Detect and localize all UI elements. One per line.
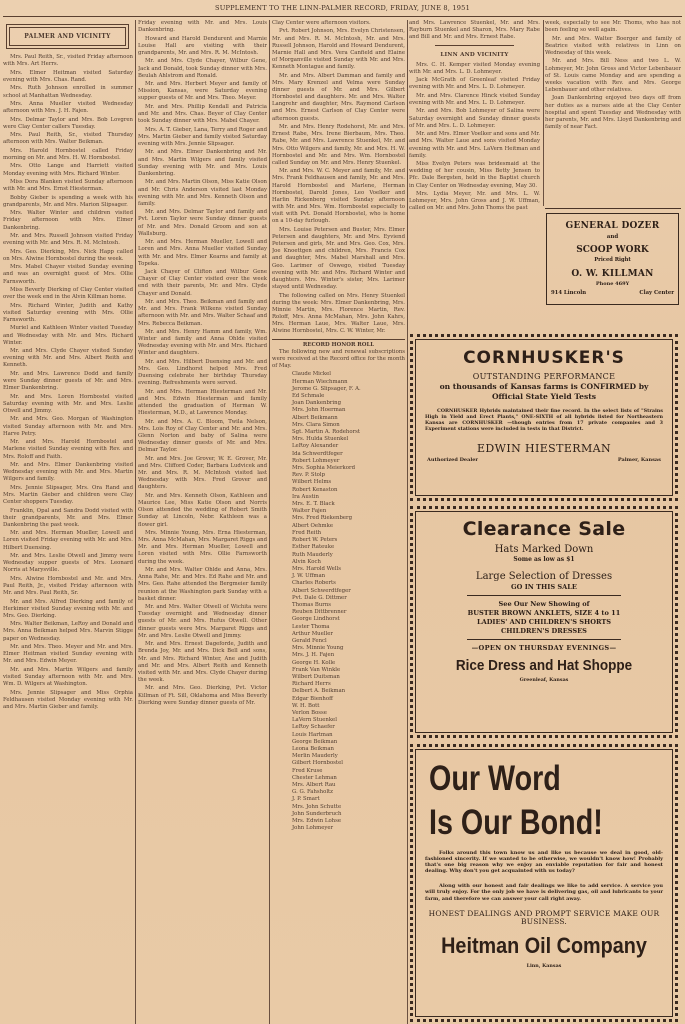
ad-text: GO IN THIS SALE xyxy=(511,583,577,591)
news-item: Mrs. A. T. Gieber, Lana, Terry and Roger and Mrs. Martin Gieber and family visited Saturday evening with Mrs. Jennie Slipsager. xyxy=(138,126,267,147)
ad-text: BUSTER BROWN ANKLETS, SIZE 4 to 11 xyxy=(467,609,621,617)
news-item: Mr. and Mrs. Alfred Dierking and family of Herkimer visited Sunday evening with Mr. and Mrs. Geo. Dierking. xyxy=(3,598,133,619)
section-heading-palmer: PALMER AND VICINITY xyxy=(9,27,126,46)
news-item: Mr. and Mrs. Elmer Dankenbring visited Wednesday evening with Mr. and Mrs. Martin Wilgers and family. xyxy=(3,461,133,483)
honor-roll-name: Herman Wiechmann xyxy=(292,378,348,385)
honor-roll-name: Robert W. Peters xyxy=(292,537,338,544)
ad-text: LADIES' AND CHILDREN'S SHORTS xyxy=(476,618,612,626)
news-item: Mr. and Mrs. A. C. Bloom, Twila Nelson, Mrs. Lois Roy of Clay Center and Mr. and Mrs. Glenn Norton and baby of Salina were Wednesday dinner guests of Mr. and Mrs. Delmar Taylor. xyxy=(138,418,267,454)
news-item: Mrs. Geo. Dierking, Mrs. Nick Happ called on Mrs. Alwine Hornbostel during the week. xyxy=(3,248,133,262)
ad-location: Linn, Kansas xyxy=(526,962,562,969)
ad-body: Along with our honest and fair dealings we like to add service. A service you will truly enjoy. For the only job we have is delivering gas, oil and lubricants to your farm, and therefore we can answer your call right away. xyxy=(425,883,663,902)
honor-roll-name: Frank Van Winkle xyxy=(292,666,341,673)
honor-roll-name: Rev. P. Stolp xyxy=(292,472,326,479)
honor-roll-name: John Lohmeyer xyxy=(292,825,334,832)
honor-roll-list xyxy=(272,371,405,832)
news-item: Mrs. Delmar Taylor and Mrs. Bob Lovgren were Clay Center callers Tuesday. xyxy=(3,116,133,130)
news-item: Mr. and Mrs. Phillip Kendall and Patricia and Mr. and Mrs. Chas. Beyer of Clay Center took Sunday dinner with Mrs. Mabel Chayer. xyxy=(138,103,267,125)
ad-body: CORNHUSKER Hybrids maintained their fine record. In the select lists of "Strains High in Yield and Erect Plants," ONE-SIXTH of all hybrids listed for Northeastern Kansas are CORNHUSKER —though entries from 17 private companies and 3 Experiment stations were included in tests in that District. xyxy=(425,408,663,432)
honor-roll-name: John Sunderbruch xyxy=(292,810,342,817)
honor-roll-name: Delbert A. Beikman xyxy=(292,688,346,695)
news-item: Miss Beverly Dierking of Clay Center visited over the week end in the Alvin Killman home. xyxy=(3,287,133,301)
news-item: Mrs. Paul Reith, Sr., visited Friday afternoon with Mrs. Art Herrs. xyxy=(3,54,133,68)
news-item: Mrs. Lydia Meyer, Mr. and Mrs. L. W. Lohmeyer, Mrs. John Gross and J. W. Uffman, called on Mr. and Mrs. John Thoms the past xyxy=(409,191,540,212)
honor-roll-name: Fred Reith xyxy=(292,529,322,536)
divider xyxy=(272,339,405,340)
ad-subhead: on thousands of Kansas farms is CONFIRMED by xyxy=(439,382,649,391)
honor-roll-name: Mrs. Albert Rau xyxy=(292,782,336,788)
column-divider xyxy=(543,20,544,206)
news-item: Pvt. Robert Johnson, Mrs. Evelyn Christensen, Mr. and Mrs. R. M. McIntosh, Mr. and Mrs. Russell Johnson, Harold and Howard Dendurent, Marnie Hall and Mrs. Vera Canfield and Elaine of Morganville visited Sunday with Mr. and Mrs. Kenneth Montague and family. xyxy=(272,28,405,71)
honor-roll-name: LeRoy Schaefer xyxy=(292,724,335,731)
section-heading-box xyxy=(6,24,129,49)
continued-text: and Mrs. Lawrence Stuenkel, Mr. and Mrs. Rayburn Stuenkel and Sharon, Mrs. Mary Rabe and Bill and Mr. and Mrs. Ernest Rabe. xyxy=(409,20,540,41)
honor-roll-name: LaVern Stuenkel xyxy=(292,717,337,724)
honor-roll-name: Charles Roberts xyxy=(292,580,336,587)
news-item: Mr. and Mrs. Henry Rodehorst, Mr. and Mrs. Ernest Rabe, Mrs. Irene Bierbaum, Mrs. Theo. Rabe, Mr. and Mrs. Lawrence Stuenkel, Mr. and Mrs. Otto Wilgers and family, Mr. and Mrs. H. W. Hornbostel and Mr. and Mrs. Wm. Hornbostel called Sunday on Mr. and Mrs. Henry Stuenkel. xyxy=(272,124,405,166)
honor-roll-name: Gerald Fencl xyxy=(292,637,327,644)
news-item: Mr. and Mrs. W. C. Meyer and family, Mr. and Mrs. Frank Feldhausen and family, Mr. and Mrs. Harold Hornbostel and Marlene, Herman Hornbostel, Darold Jones, Leo Voelker and Harlin Rickenberg visited Sunday afternoon with Mr. and Mrs. Wm. Hornbostel especially to visit with Pvt. Donald Hornbostel, who is home on a 10-day furlough. xyxy=(272,168,405,225)
honor-roll-name: Fred Kruse xyxy=(292,767,323,774)
col3-items xyxy=(272,28,405,335)
news-item: Mr. and Mrs. Leslie Otwell and Jimmy were Wednesday supper guests of Mrs. Leonard Norris at Marysville. xyxy=(3,553,133,574)
honor-roll-name: Ida Schwerdtfeger xyxy=(292,450,343,457)
ad-hours: —OPEN ON THURSDAY EVENINGS— xyxy=(471,644,617,652)
news-item: Miss Dora Blanken visited Sunday afternoon with Mr. and Mrs. Ernst Hiesterman. xyxy=(3,179,133,193)
honor-roll-name: Albert Beikmann xyxy=(292,414,338,421)
honor-roll-name: Albert Oehmke xyxy=(292,522,334,529)
honor-roll-name: Mrs. E. T. Black xyxy=(292,501,335,508)
col2-items xyxy=(138,36,267,707)
news-item: Mr. and Mrs. Harold Hornbostel and Marlene visited Sunday evening with Rev. and Mrs. Roloff and Faith. xyxy=(3,439,133,460)
news-item: Mr. and Mrs. Clyde Chayer visited Sunday evening with Mr. and Mrs. Albert Reith and Kenneth. xyxy=(3,348,133,369)
honor-roll-heading: RECORD HONOR ROLL xyxy=(302,341,375,348)
ad-text: and xyxy=(606,234,619,240)
honor-roll-name: Mrs. Edwin Lohse xyxy=(292,818,342,825)
divider xyxy=(435,45,514,46)
honor-roll-intro: The following new and renewal subscriptions were received at the Record office for the month of May. xyxy=(272,348,405,369)
ad-city: Clay Center xyxy=(639,290,674,296)
news-item: Mr. and Mrs. Loren Hornbostel visited Saturday evening with Mr. and Mrs. Leslie Otwell and Jimmy. xyxy=(3,393,133,414)
honor-roll-name: George Beikman xyxy=(292,738,338,745)
news-item: Mrs. Ruth Johnson enrolled in summer school at Manhattan Wednesday. xyxy=(3,85,133,99)
news-item: Mr. and Mrs. Herman Hiesterman and Mr. and Mrs. Edwin Hiesterman and family attended the graduation of Herman W. Hiesterman, M.D., at Lawrence Monday. xyxy=(138,388,267,417)
news-item: Mr. and Mrs. Herbert Meyer and family of Mission, Kansas, were Saturday evening supper guests of Mr. and Mrs. Theo. Meyer. xyxy=(138,81,267,102)
column-divider xyxy=(407,20,408,1024)
honor-roll-name: Mrs. Hulda Stuenkel xyxy=(292,436,349,443)
honor-roll-name: Mrs. John Hoerman xyxy=(292,407,346,414)
honor-roll-name: G. G. Fahsholtz xyxy=(292,789,333,796)
honor-roll-name: Lester Thoma xyxy=(292,623,330,630)
honor-roll-name: Sgt. Martin A. Rodehorst xyxy=(292,429,361,436)
news-item: Mr. and Mrs. Hilbert Duensing and Mr. and Mrs. Geo. Lindhorst helped Mrs. Fred Duensing celebrate her birthday Thursday evening. Refreshments were served. xyxy=(138,358,267,387)
honor-roll-name: Pvt. Dale G. Dittmer xyxy=(292,594,347,601)
continued-text: Clay Center were afternoon visitors. xyxy=(272,20,371,26)
news-item: Mr. and Mrs. Bob Lohmeyer of Salina were Saturday overnight and Sunday dinner guests of Mr. and Mrs. L. D. Lohmeyer. xyxy=(409,108,540,129)
column-5 xyxy=(545,20,681,210)
news-item: Mrs. Walter Beikman, LeRoy and Donald and Mrs. Anna Beikman helped Mrs. Marvin Stigge paper on Wednesday. xyxy=(3,621,133,642)
ad-title: Clearance Sale xyxy=(462,518,626,540)
divider xyxy=(545,208,681,209)
honor-roll-name: LeRoy Alexander xyxy=(292,443,339,450)
ad-business-name: Heitman Oil Company xyxy=(441,932,647,958)
news-item: Mrs. Louise Petersen and Buster, Mrs. Elmer Petersen and daughters, Mr. and Mrs. Eyviend Petersen and girls, Mr. and Mrs. Geo. Cox, Mrs. Joe Knoettgen and children, Mrs. Francis Cox and daughter, Mrs. Mabel Marshall and Mrs. Geo. Larimer of Oswego, visited Tuesday evening with Mr. and Mrs. Richard Winter and daughters. Mrs. Winter's sister, Mrs. Larimer stayed until Wednesday. xyxy=(272,226,405,291)
news-item: Mrs. Jennie Slipsager and Miss Orphia Feldhausen visited Monday evening with Mr. and Mrs. Martin Gieber and family. xyxy=(3,689,133,710)
honor-roll-name: Mrs. J. H. Fajen xyxy=(292,652,335,659)
honor-roll-name: Wilbert Helms xyxy=(292,479,332,486)
honor-roll-name: Merlin Mauderly xyxy=(292,753,338,760)
ad-headline: SCOOP WORK xyxy=(576,245,649,255)
honor-roll-name: Verlon Bosse xyxy=(292,709,327,716)
news-item: Mrs. Jennie Slipsager, Mrs. Ora Rand and Mrs. Martin Gieber and children were Clay Center shoppers Tuesday. xyxy=(3,484,133,506)
news-item: Mr. and Mrs. Henry Hamm and family, Wm. Winter and family and Anna Ohlde visited Wednesday evening with Mr. and Mrs. Richard Winter and daughters. xyxy=(138,328,267,357)
honor-roll-name: Mrs. Clara Simon xyxy=(292,421,340,428)
news-item: Franklin, Opal and Sandra Dodd visited with their grandparents, Mr. and Mrs. Elmer Dankenbring the past week. xyxy=(3,507,133,528)
news-item: Mrs. Mabel Chayer visited Sunday evening and was an overnight guest of Mrs. Ollie Farnsworth. xyxy=(3,264,133,285)
ad-business-name: Rice Dress and Hat Shoppe xyxy=(455,657,633,674)
honor-roll-name: Chester Lehman xyxy=(292,774,337,781)
ad-dealer-label: Authorized Dealer xyxy=(427,457,479,463)
news-item: Mr. and Mrs. Theo. Beikman and family and Mr. and Mrs. Frank Wilkens visited Sunday afternoon with Mr. and Mrs. Walter Schaaf and Mrs. Rebecca Beikman. xyxy=(138,299,267,327)
news-item: Mr. and Mrs. Theo. Meyer and Mr. and Mrs. Elmer Heitman visited Sunday evening with Mr. and Mrs. Edwin Meyer. xyxy=(3,644,133,665)
column-4 xyxy=(409,20,540,330)
news-item: Mr. and Mrs. Martin Olson, Miss Katie Olson and Mr. Chris Anderson visited last Monday evening with Mr. and Mrs. Kenneth Olson and family. xyxy=(138,179,267,207)
news-item: Mr. and Mrs. Walter Ohlde and Anna, Mrs. Anna Rahe, Mr. and Mrs. Ed Rahe and Mr. and Mrs. Geo. Rahe attended the Bergmeier family reunion at the Washington park Sunday with a basket dinner. xyxy=(138,567,267,602)
honor-roll-name: Mrs. Fred Riekenberg xyxy=(292,515,353,522)
honor-roll-name: Joan Dankenbring xyxy=(292,400,341,407)
honor-roll-name: Ira Austin xyxy=(292,493,319,500)
ad-address: 914 Lincoln xyxy=(551,290,587,296)
honor-roll-name: Ruth Mauderly xyxy=(292,551,333,558)
news-item: Mrs. Alwine Hornbostel and Mr. and Mrs. Paul Reith, Jr., visited Friday afternoon with Mr. and Mrs. Paul Reith, Sr. xyxy=(3,575,133,597)
news-item: Muriel and Kathleen Winter visited Tuesday and Wednesday with Mr. and Mrs. Richard Winter. xyxy=(3,325,133,346)
news-item: Mrs. Harold Hornbostel called Friday morning on Mr. and Mrs. H. W. Hornbostel. xyxy=(3,147,133,161)
ad-dealer-name: EDWIN HIESTERMAN xyxy=(476,442,611,455)
news-item: Mr. and Mrs. Herman Mueller, Lowell and Loren visited Friday evening with Mr. and Mrs. Hilbert Duensing. xyxy=(3,530,133,551)
honor-roll-name: Robert Kenaston xyxy=(292,486,338,493)
ad-headline: Is Our Bond! xyxy=(429,803,603,842)
column-3 xyxy=(272,20,405,1020)
news-item: Mr. and Mrs. Herman Mueller, Lowell and Loren and Mrs. Anna Mueller visited Sunday with Mr. and Mrs. Elmer Kearns and family at Topeka. xyxy=(138,239,267,267)
ad-brand: CORNHUSKER'S xyxy=(463,348,625,368)
honor-roll-name: Mrs. Sophia Meierkord xyxy=(292,465,355,472)
continued-text: week, especially to see Mr. Thoms, who has not been feeling so well again. xyxy=(545,20,681,34)
honor-roll-name: Robert Lohmeyer xyxy=(292,457,340,464)
honor-roll-name: Mrs. Harold Wells xyxy=(292,565,341,572)
news-item: Mrs. Paul Reith, Sr., visited Thursday afternoon with Mrs. Walter Beikman. xyxy=(3,132,133,146)
news-item: Mr. and Mrs. Ernest Dageforde, Judith and Brenda Joy, Mr. and Mrs. Dick Bell and sons, Mr. and Mrs. Richard Winter, Ane and Judith and Mr. and Mrs. Albert Reith and Kenneth visited with Mr. and Mrs. Clyde Chayer during the week. xyxy=(138,641,267,683)
ad-cornhusker xyxy=(410,334,678,501)
honor-roll-name: George H. Kolle xyxy=(292,659,336,666)
ad-headline: GENERAL DOZER xyxy=(565,221,660,231)
news-item: Mr. and Mrs. Joe Grover, W. E. Grover, Mr. and Mrs. Clifford Coder, Barbara Ludvicek and Mr. and Mrs. R. M. McIntosh visited last Wednesday with Mrs. Fred Grover and daughters. xyxy=(138,455,267,491)
masthead-rule xyxy=(3,16,682,17)
column-palmer xyxy=(3,20,133,1020)
news-item: Howard and Harold Dendurent and Marnie Louise Hall are visiting with their grandparents, Mr. and Mrs. R. M. McIntosh. xyxy=(138,35,267,56)
ad-location: Palmer, Kansas xyxy=(617,457,661,463)
honor-roll-name: Ed Schmale xyxy=(292,393,325,400)
honor-roll-name: J. W. Uffman xyxy=(292,573,326,580)
honor-roll-name: Richard Herrs xyxy=(292,681,331,688)
news-item: Mr. and Mrs. Martin Wilgers and family visited Sunday afternoon with Mr. and Mrs. Wm. D. Wilgers at Washington. xyxy=(3,666,133,688)
news-item: Mr. and Mrs. Walter Boerger and family of Beatrice visited with relatives in Linn on Wednesday of this week. xyxy=(545,35,681,56)
column-divider xyxy=(269,20,270,1024)
honor-roll-name: Wilbert Duitsman xyxy=(292,673,340,680)
news-item: Mrs. Elmer Heitman visited Saturday evening with Mrs. Chas. Rand. xyxy=(3,69,133,83)
news-item: Mrs. Anna Mueller visited Wednesday afternoon with Mrs. J. H. Fajen. xyxy=(3,100,133,115)
news-item: Jack Chayer of Clifton and Wilbur Gene Chayer of Clay Center visited over the week end with their parents, Mr. and Mrs. Clyde Chayer and Donald. xyxy=(138,269,267,297)
news-item: Jack McGrath of Greenleaf visited Friday evening with Mr. and Mrs. L. D. Lohmeyer. xyxy=(409,77,540,91)
news-item: Miss Evelyn Peters was bridesmaid at the wedding of her cousin, Miss Betty Jensen to Pfc. Dale Bergsten, held in the Baptist church in Clay Center on Wednesday evening, May 30. xyxy=(409,161,540,189)
col5-items xyxy=(545,36,681,132)
ad-subhead: Official State Yield Tests xyxy=(491,392,597,401)
ad-subhead: Large Selection of Dresses xyxy=(475,571,613,582)
honor-roll-name: Albert Schwerdtfeger xyxy=(292,587,351,594)
ad-text: See Our New Showing of xyxy=(498,600,590,608)
news-item: Mrs. C. H. Kemper visited Monday evening with Mr. and Mrs. L. D. Lohmeyer. xyxy=(409,61,540,75)
news-item: Mr. and Mrs. Lawrence Dodd and family were Sunday dinner guests of Mr. and Mrs. Elmer Dankenbring. xyxy=(3,370,133,392)
honor-roll-name: Reuben Dittbrenner xyxy=(292,609,347,616)
news-item: Mr. and Mrs. Elmer Voelker and sons and Mr. and Mrs. Walter Laue and sons visited Monday evening with Mr. and Mrs. LaVern Heitman and family. xyxy=(409,131,540,159)
ad-subhead: OUTSTANDING PERFORMANCE xyxy=(472,372,616,381)
ad-phone: Phone 469Y xyxy=(595,281,630,287)
ad-body: Folks around this town know us and like us because we deal in good, old-fashioned sincerity. If we wanted to be otherwise, we wouldn't know how! Probably that's one big reason why we enjoy an enviable reputation for fair and honest dealing. Why don't you get acquainted with us today? xyxy=(425,850,663,875)
ad-location: Greenleaf, Kansas xyxy=(519,677,569,683)
section-heading-linn: LINN AND VICINITY xyxy=(440,52,509,59)
news-item: Mrs. Walter Winter and children visited Friday afternoon with Mrs. Elmer Dankenbring. xyxy=(3,210,133,231)
news-item: Mrs. Richard Winter, Judith and Kathy visited Saturday evening with Mrs. Ollie Farnsworth. xyxy=(3,302,133,323)
news-item: Mr. and Mrs. Geo. Morgan of Washington visited Sunday afternoon with Mr. and Mrs. Harve Petry. xyxy=(3,416,133,437)
news-item: Mr. and Mrs. Delmar Taylor and family and Pvt. Loren Taylor were Sunday dinner guests of Mr. and Mrs. Donald Groom and son at Wallsburg. xyxy=(138,209,267,237)
news-item: Mrs. Minnie Young, Mrs. Erna Hiesterman, Mrs. Anna McMahan, Mrs. Margaret Riggs and Mr. and Mrs. Herman Mueller, Lowell and Loren visited with Mrs. Ollie Farnsworth during the week. xyxy=(138,529,267,565)
honor-roll-name: Mrs. Minnie Young xyxy=(292,645,344,652)
honor-roll-name: Esther Rateuke xyxy=(292,544,335,551)
masthead: SUPPLEMENT TO THE LINN-PALMER RECORD, FRIDAY, JUNE 8, 1951 xyxy=(215,4,470,12)
ad-headline: Our Word xyxy=(429,759,561,798)
honor-roll-name: Thomas Burns xyxy=(292,601,332,608)
honor-roll-name: Edgar Bienhoff xyxy=(292,695,333,702)
column-2 xyxy=(138,20,267,1020)
honor-roll-name: Alvin Koch xyxy=(292,558,321,565)
news-item: The following called on Mrs. Henry Stuenkel during the week: Mrs. Elmer Dankenbring, Mrs. Minnie Martin, Mrs. Florence Martin, Rev. Roloff, Mrs. Anna McMahan, Mrs. John Kahrs, Mrs. Herman Laue, Mrs. Walter Laue, Mrs. Alwine Hornbostel, Mrs. C. W. Winter, Mr. xyxy=(272,292,405,335)
ad-text: CHILDREN'S DRESSES xyxy=(501,627,587,635)
news-item: Mr. and Mrs. Elmer Dankenbring and Mr. and Mrs. Martin Wilgers and family visited Sunday evening with Mr. and Mrs. Louis Dankenbring. xyxy=(138,149,267,177)
honor-roll-name: George Lindhorst xyxy=(292,616,340,623)
news-item: Mr. and Mrs. Clarence Hinck visited Sunday evening with Mr. and Mrs. L. D. Lohmeyer. xyxy=(409,92,540,106)
news-item: Mrs. Otto Lange and Harriett visited Monday evening with Mrs. Richard Winter. xyxy=(3,163,133,177)
news-item: Mr. and Mrs. Albert Damman and family and Mrs. Mary Krenzel and Velma were Sunday dinner guests of Mr. and Mrs. Gilbert Hornbostel and daughters. Mr. and Mrs. Walter Langrehr and daughter, Mrs. Raymond Carlson and Mrs. Ernest Carlson of Clay Center were afternoon guests. xyxy=(272,72,405,122)
honor-roll-name: Louis Hartman xyxy=(292,731,333,738)
ad-heitman-oil xyxy=(410,744,678,1022)
news-item: Mr. and Mrs. Kenneth Olson, Kathleen and Maurice Lee, Miss Katie Olson and Norris Olson attended the wedding of Robert Smith Sunday at Lincoln, Nebr. Kathleen was a flower girl. xyxy=(138,492,267,528)
ad-clearance-sale xyxy=(410,506,678,738)
news-item: Mr. and Mrs. Geo. Dierking, Pvt. Victor Killman of Ft. Sill, Oklahoma and Miss Beverly Dierking were Sunday dinner guests of Mr. xyxy=(138,685,267,706)
honor-roll-name: Arthur Mueller xyxy=(292,630,333,637)
honor-roll-name: Gilbert Hornbostel xyxy=(292,760,343,767)
ad-business-name: O. W. KILLMAN xyxy=(571,269,654,279)
honor-roll-name: J. P. Smart xyxy=(292,796,320,803)
honor-roll-name: W. H. Bott xyxy=(292,702,320,709)
divider xyxy=(467,595,622,596)
news-item: Bobby Gieber is spending a week with his grandparents, Mr. and Mrs. Marion Slipsager. xyxy=(3,194,133,208)
news-item: Joan Dankenbring enjoyed two days off from her duties as a nurses aide at the Clay Center hospital and spent Tuesday and Wednesday with her parents, Mr. and Mrs. Lloyd Dankenbring and family of near Fact. xyxy=(545,95,681,131)
honor-roll-name: Mrs. John Schutte xyxy=(292,803,342,810)
continued-text: Friday evening with Mr. and Mrs. Louis Dankenbring. xyxy=(138,20,267,34)
palmer-items xyxy=(3,54,133,711)
news-item: Mr. and Mrs. Russell Johnson visited Friday evening with Mr. and Mrs. R. M. McIntosh. xyxy=(3,233,133,247)
ad-text: Some as low as $1 xyxy=(513,556,575,563)
honor-roll-name: Claude Mickel xyxy=(292,371,331,378)
col4-items xyxy=(409,62,540,213)
honor-roll-name: Jerome G. Slipsager, F. A. xyxy=(292,385,361,392)
news-item: Mr. and Mrs. Walter Otwell of Wichita were Tuesday overnight and Wednesday dinner guests of Mr. and Mrs. Rufus Otwell. Other dinner guests were Mrs. Margaret Riggs and Mr. and Mrs. Leslie Otwell and Jimmy. xyxy=(138,604,267,639)
ad-killman-dozer xyxy=(546,213,679,305)
ad-text: Priced Right xyxy=(594,257,631,263)
ad-subhead: Hats Marked Down xyxy=(494,544,594,555)
ad-tagline: HONEST DEALINGS AND PROMPT SERVICE MAKE OUR BUSINESS. xyxy=(428,908,660,927)
column-divider xyxy=(135,20,136,1024)
news-item: Mr. and Mrs. Bill Ness and two L. W. Lohmeyer, Mr. John Gross and Victor Lebenbauer of St. Louis came Monday and are spending a weeks vacation with Rev. and Mrs. George Lebenbauer and other relatives. xyxy=(545,58,681,93)
honor-roll-name: Walter Fajen xyxy=(292,508,327,515)
divider xyxy=(467,639,622,640)
news-item: Mr. and Mrs. Clyde Chayer, Wilbur Gene, Jack and Donald, took Sunday dinner with Mrs. Beulah Ahlstrom and Ronald. xyxy=(138,58,267,79)
honor-roll-name: Leona Beikman xyxy=(292,745,334,752)
